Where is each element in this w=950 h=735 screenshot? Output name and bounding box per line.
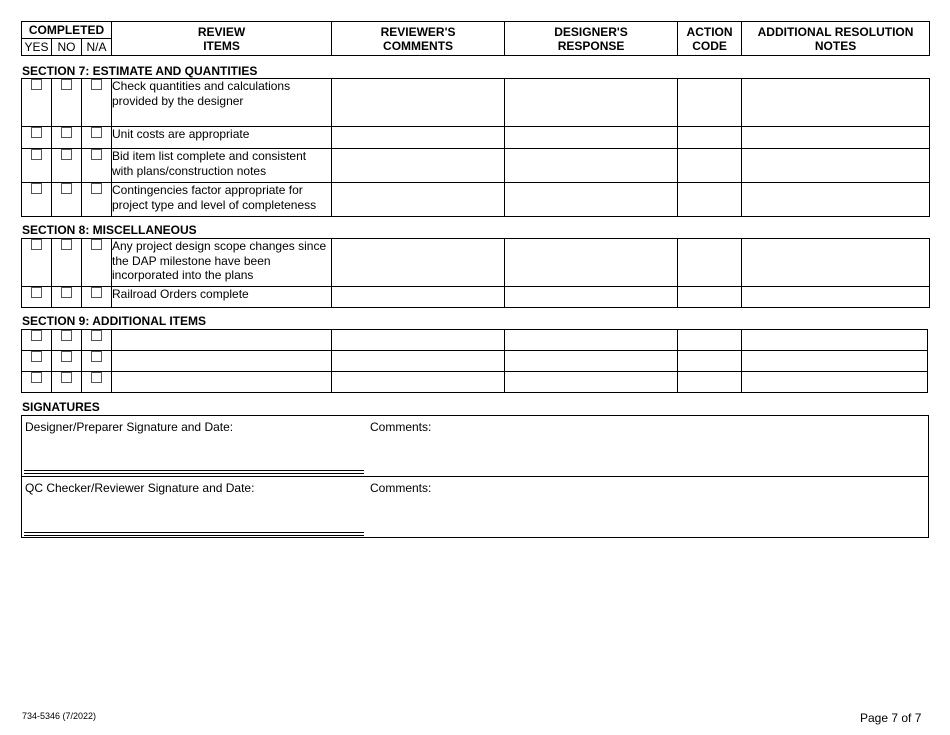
reviewer-comment-cell[interactable] bbox=[332, 79, 505, 127]
designer-signature-label: Designer/Preparer Signature and Date: bbox=[25, 420, 234, 434]
no-header: NO bbox=[52, 39, 82, 56]
table-row bbox=[22, 330, 928, 351]
review-item-input[interactable] bbox=[112, 351, 332, 372]
na-checkbox[interactable] bbox=[91, 351, 102, 362]
designer-response-cell[interactable] bbox=[505, 330, 678, 351]
na-checkbox[interactable] bbox=[91, 372, 102, 383]
designer-response-cell[interactable] bbox=[505, 239, 678, 287]
table-row bbox=[22, 183, 930, 217]
action-code-cell[interactable] bbox=[678, 239, 742, 287]
yes-checkbox[interactable] bbox=[31, 372, 42, 383]
review-item: Unit costs are appropriate bbox=[112, 127, 332, 149]
designer-comments-label: Comments: bbox=[370, 420, 432, 434]
review-item: Railroad Orders complete bbox=[112, 287, 332, 308]
notes-cell[interactable] bbox=[742, 149, 930, 183]
table-row bbox=[22, 239, 930, 287]
checker-comments-label: Comments: bbox=[370, 481, 432, 495]
reviewer-comment-cell[interactable] bbox=[332, 149, 505, 183]
notes-cell[interactable] bbox=[742, 127, 930, 149]
review-items-header: REVIEW ITEMS bbox=[112, 22, 332, 56]
designer-signature-line[interactable] bbox=[24, 470, 364, 474]
na-checkbox[interactable] bbox=[91, 287, 102, 298]
reviewer-comment-cell[interactable] bbox=[332, 183, 505, 217]
yes-checkbox[interactable] bbox=[31, 149, 42, 160]
table-row bbox=[22, 372, 928, 393]
action-code-cell[interactable] bbox=[678, 287, 742, 308]
reviewer-comment-cell[interactable] bbox=[332, 287, 505, 308]
yes-checkbox[interactable] bbox=[31, 351, 42, 362]
no-checkbox[interactable] bbox=[61, 330, 72, 341]
review-item-input[interactable] bbox=[112, 372, 332, 393]
checker-signature-line[interactable] bbox=[24, 532, 364, 536]
page-number: Page 7 of 7 bbox=[860, 711, 922, 725]
designers-response-header: DESIGNER'S RESPONSE bbox=[505, 22, 678, 56]
section-9-table bbox=[21, 329, 928, 393]
reviewer-comment-cell[interactable] bbox=[332, 330, 505, 351]
notes-cell[interactable] bbox=[742, 287, 930, 308]
table-row bbox=[22, 149, 930, 183]
action-code-cell[interactable] bbox=[678, 149, 742, 183]
signatures-title: SIGNATURES bbox=[22, 400, 100, 414]
additional-notes-header: ADDITIONAL RESOLUTION NOTES bbox=[742, 22, 930, 56]
no-checkbox[interactable] bbox=[61, 79, 72, 90]
no-checkbox[interactable] bbox=[61, 183, 72, 194]
table-row bbox=[22, 127, 930, 149]
checker-signature-label: QC Checker/Reviewer Signature and Date: bbox=[25, 481, 255, 495]
section-9-title: SECTION 9: ADDITIONAL ITEMS bbox=[22, 314, 207, 328]
signatures-box bbox=[21, 415, 929, 538]
designer-response-cell[interactable] bbox=[505, 79, 678, 127]
na-checkbox[interactable] bbox=[91, 79, 102, 90]
action-code-cell[interactable] bbox=[678, 330, 742, 351]
na-header: N/A bbox=[82, 39, 112, 56]
reviewer-comment-cell[interactable] bbox=[332, 127, 505, 149]
section-7-title: SECTION 7: ESTIMATE AND QUANTITIES bbox=[22, 64, 258, 78]
designer-response-cell[interactable] bbox=[505, 127, 678, 149]
designer-response-cell[interactable] bbox=[505, 287, 678, 308]
section-8-table bbox=[21, 238, 930, 308]
reviewer-comment-cell[interactable] bbox=[332, 239, 505, 287]
action-code-header: ACTION CODE bbox=[678, 22, 742, 56]
yes-checkbox[interactable] bbox=[31, 183, 42, 194]
review-item-input[interactable] bbox=[112, 330, 332, 351]
header-table bbox=[21, 21, 930, 56]
designer-signature-row bbox=[22, 416, 928, 476]
review-item: Check quantities and calculations provided by the designer bbox=[112, 79, 332, 127]
table-row bbox=[22, 351, 928, 372]
yes-header: YES bbox=[22, 39, 52, 56]
table-row bbox=[22, 79, 930, 127]
no-checkbox[interactable] bbox=[61, 127, 72, 138]
review-item: Any project design scope changes since the DAP milestone have been incorporated into the plans bbox=[112, 239, 332, 287]
designer-response-cell[interactable] bbox=[505, 183, 678, 217]
table-row bbox=[22, 287, 930, 308]
no-checkbox[interactable] bbox=[61, 372, 72, 383]
no-checkbox[interactable] bbox=[61, 239, 72, 250]
section-8-title: SECTION 8: MISCELLANEOUS bbox=[22, 223, 197, 237]
notes-cell[interactable] bbox=[742, 183, 930, 217]
designer-response-cell[interactable] bbox=[505, 351, 678, 372]
yes-checkbox[interactable] bbox=[31, 330, 42, 341]
reviewer-comment-cell[interactable] bbox=[332, 372, 505, 393]
review-item: Contingencies factor appropriate for project type and level of completeness bbox=[112, 183, 332, 217]
designer-response-cell[interactable] bbox=[505, 372, 678, 393]
notes-cell[interactable] bbox=[742, 79, 930, 127]
completed-header: COMPLETED bbox=[22, 22, 112, 39]
na-checkbox[interactable] bbox=[91, 239, 102, 250]
action-code-cell[interactable] bbox=[678, 183, 742, 217]
action-code-cell[interactable] bbox=[678, 127, 742, 149]
review-item: Bid item list complete and consistent with plans/construction notes bbox=[112, 149, 332, 183]
reviewer-comment-cell[interactable] bbox=[332, 351, 505, 372]
no-checkbox[interactable] bbox=[61, 351, 72, 362]
action-code-cell[interactable] bbox=[678, 351, 742, 372]
action-code-cell[interactable] bbox=[678, 79, 742, 127]
checker-signature-row bbox=[22, 476, 928, 537]
no-checkbox[interactable] bbox=[61, 149, 72, 160]
notes-cell[interactable] bbox=[742, 239, 930, 287]
yes-checkbox[interactable] bbox=[31, 287, 42, 298]
yes-checkbox[interactable] bbox=[31, 79, 42, 90]
na-checkbox[interactable] bbox=[91, 127, 102, 138]
section-7-table bbox=[21, 78, 930, 217]
reviewers-comments-header: REVIEWER'S COMMENTS bbox=[332, 22, 505, 56]
notes-cell[interactable] bbox=[742, 351, 928, 372]
no-checkbox[interactable] bbox=[61, 287, 72, 298]
designer-response-cell[interactable] bbox=[505, 149, 678, 183]
action-code-cell[interactable] bbox=[678, 372, 742, 393]
yes-checkbox[interactable] bbox=[31, 127, 42, 138]
yes-checkbox[interactable] bbox=[31, 239, 42, 250]
form-number: 734-5346 (7/2022) bbox=[22, 711, 97, 721]
na-checkbox[interactable] bbox=[91, 149, 102, 160]
notes-cell[interactable] bbox=[742, 330, 928, 351]
notes-cell[interactable] bbox=[742, 372, 928, 393]
na-checkbox[interactable] bbox=[91, 330, 102, 341]
na-checkbox[interactable] bbox=[91, 183, 102, 194]
